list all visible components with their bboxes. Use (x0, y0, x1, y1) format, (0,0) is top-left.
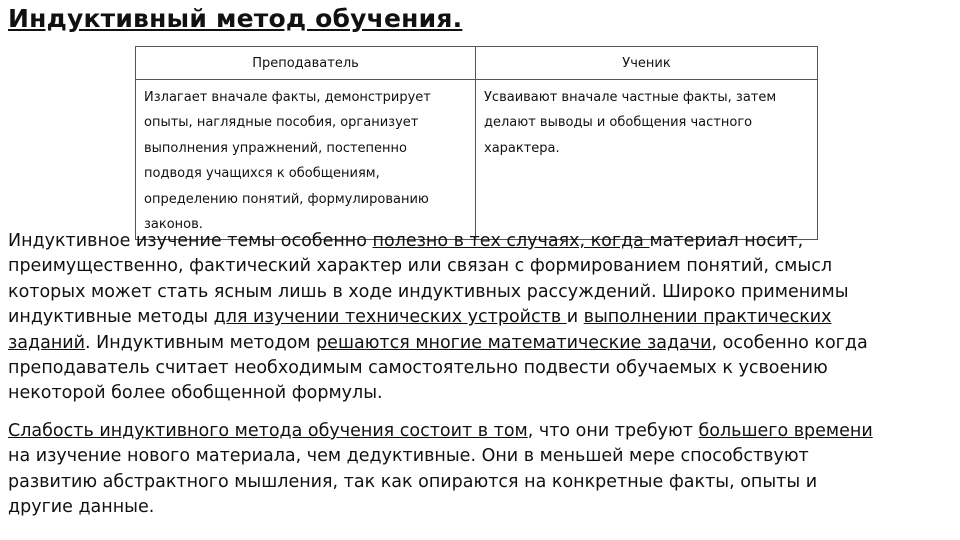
text-run: индуктивные методы (8, 307, 214, 328)
paragraph-line: другие данные. (8, 497, 155, 518)
underlined-text: решаются многие математические задачи (316, 332, 712, 353)
teacher-line: Излагает вначале факты, демонстрирует (144, 90, 431, 105)
underlined-text: заданий (8, 332, 86, 353)
teacher-cell (136, 80, 476, 240)
text-run: . Индуктивным методом (85, 332, 317, 353)
teacher-line: законов. (144, 216, 203, 232)
paragraph-line (8, 331, 958, 356)
student-line: Усваивают вначале частные факты, затем (484, 90, 777, 105)
paragraph-line: преимущественно, фактический характер или связан с формированием понятий, смысл (8, 256, 833, 277)
table-header-row (136, 47, 818, 80)
table-row (136, 80, 818, 240)
paragraph-line: преподаватель считает необходимым самостоятельно подвести обучаемых к усвоению (8, 357, 828, 378)
page-title: Индуктивный метод обучения. (8, 4, 463, 33)
header-student: Ученик (476, 47, 818, 80)
paragraph-line (8, 305, 958, 330)
teacher-line: определению понятий, формулированию (144, 191, 429, 207)
header-teacher: Преподаватель (136, 47, 476, 80)
underlined-text: выполнении практических (583, 307, 832, 328)
paragraph-line: развитию абстрактного мышления, так как опираются на конкретные факты, опыты и (8, 471, 818, 492)
teacher-line: выполнения упражнений, постепенно (144, 140, 407, 156)
text-run: материал носит, (649, 231, 804, 251)
paragraph-weakness (8, 419, 958, 521)
paragraph-line: некоторой более обобщенной формулы. (8, 383, 383, 404)
text-run: Индуктивное изучение темы особенно (8, 231, 373, 251)
paragraph-line (8, 229, 958, 254)
text-run: , особенно когда (711, 332, 868, 353)
underlined-text: большего времени (698, 421, 873, 441)
paragraph-inductive-study (8, 229, 958, 407)
underlined-text: Слабость индуктивного метода обучения состоит в том (8, 421, 528, 441)
student-cell (476, 80, 818, 240)
comparison-table (135, 46, 818, 240)
teacher-line: опыты, наглядные пособия, организует (144, 115, 419, 131)
text-run: и (566, 307, 584, 328)
teacher-line: подводя учащихся к обобщениям, (144, 166, 380, 182)
underlined-text: для изучении технических устройств (213, 307, 567, 328)
student-line: характера. (484, 140, 560, 156)
student-line: делают выводы и обобщения частного (484, 115, 753, 131)
paragraph-line: на изучение нового материала, чем дедуктивные. Они в меньшей мере способствуют (8, 446, 809, 467)
paragraph-line (8, 419, 958, 444)
underlined-text: полезно в тех случаях, когда (372, 231, 650, 251)
paragraph-line: которых может стать ясным лишь в ходе индуктивных рассуждений. Широко применимы (8, 281, 849, 302)
text-run: , что они требуют (527, 421, 699, 441)
